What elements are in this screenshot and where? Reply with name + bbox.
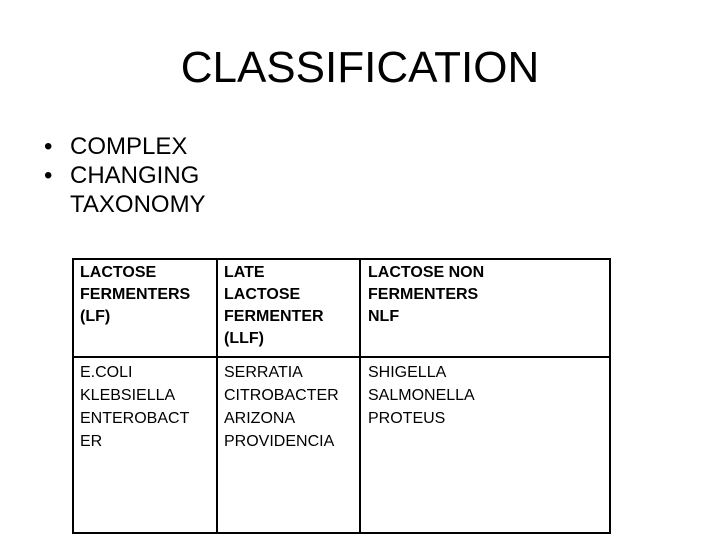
cell-lf-organisms: E.COLI KLEBSIELLA ENTEROBACT ER [80,364,190,450]
row-divider [74,356,609,358]
column-divider [216,260,218,532]
header-lactose-non-fermenters: LACTOSE NON FERMENTERS NLF [368,264,485,325]
bullet-item [44,161,260,219]
bullet-dot: • [44,162,53,189]
cell-llf-organisms: SERRATIA CITROBACTER ARIZONA PROVIDENCIA [224,364,339,450]
header-lactose-fermenters: LACTOSE FERMENTERS (LF) [80,264,191,325]
bullet-text: COMPLEX [70,133,188,160]
bullet-dot: • [44,133,53,160]
classification-table [72,258,611,534]
bullet-item [44,132,260,161]
column-divider [359,260,361,532]
header-late-lactose-fermenter: LATE LACTOSE FERMENTER (LLF) [224,264,324,347]
slide-title: CLASSIFICATION [180,43,540,92]
bullet-list [44,132,260,219]
cell-nlf-organisms: SHIGELLA SALMONELLA PROTEUS [368,364,475,427]
bullet-text: CHANGING TAXONOMY [70,162,206,218]
